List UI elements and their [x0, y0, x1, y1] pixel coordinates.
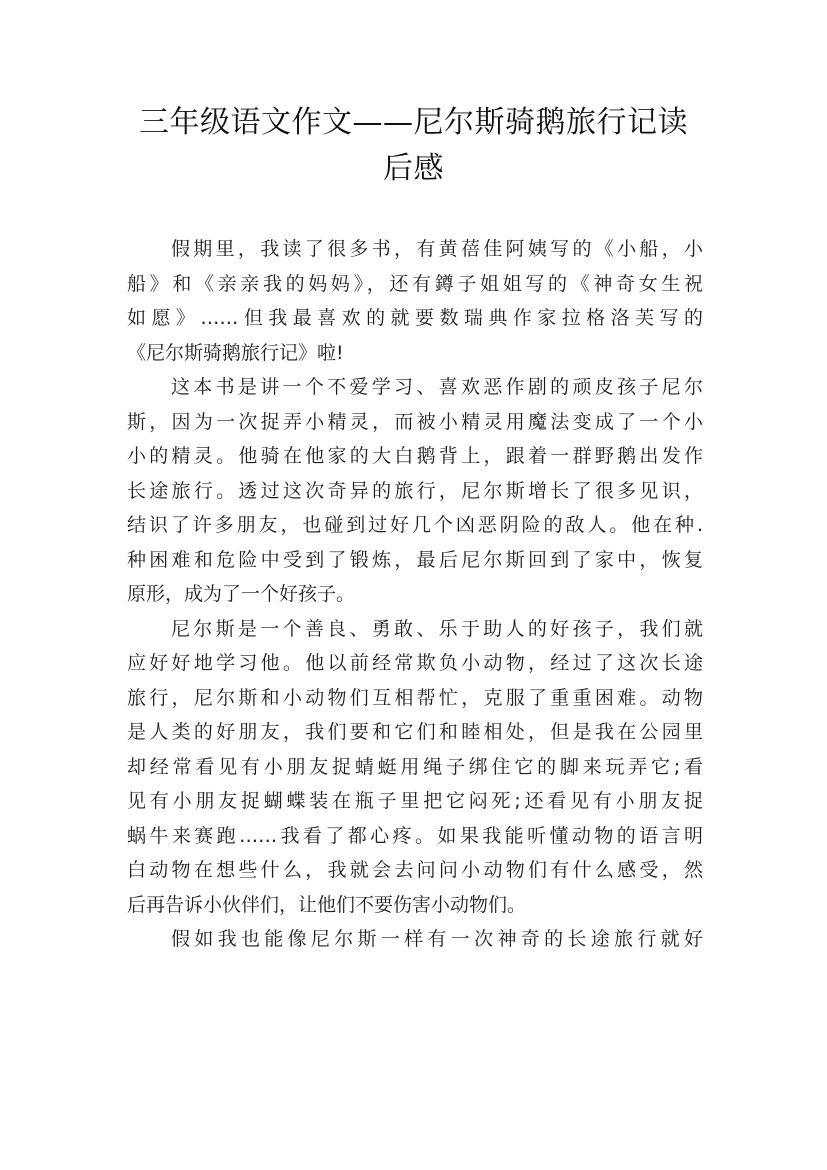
document-body — [127, 232, 703, 957]
body-text-line: 斯，因为一次捉弄小精灵，而被小精灵用魔法变成了一个小 — [127, 410, 703, 433]
body-text-line: 后再告诉小伙伴们，让他们不要伤害小动物们。 — [127, 893, 527, 916]
body-text-line: 白动物在想些什么，我就会去问问小动物们有什么感受，然 — [127, 859, 703, 881]
body-text-line: 这本书是讲一个不爱学习、喜欢恶作剧的顽皮孩子尼尔 — [171, 376, 703, 398]
body-text-line: 《尼尔斯骑鹅旅行记》啦! — [127, 341, 344, 364]
body-text-line: 如愿》……但我最喜欢的就要数瑞典作家拉格洛芙写的 — [127, 307, 703, 329]
body-text-line: 见有小朋友捉蝴蝶装在瓶子里把它闷死;还看见有小朋友捉 — [127, 790, 703, 812]
body-text-line: 蜗牛来赛跑……我看了都心疼。如果我能听懂动物的语言明 — [127, 824, 703, 847]
body-text-line: 假如我也能像尼尔斯一样有一次神奇的长途旅行就好 — [171, 928, 703, 950]
body-text-line: 旅行，尼尔斯和小动物们互相帮忙，克服了重重困难。动物 — [127, 686, 703, 709]
title-line-2: 后感 — [383, 151, 444, 186]
document-title — [100, 100, 727, 192]
body-text-line: 结识了许多朋友，也碰到过好几个凶恶阴险的敌人。他在种. — [127, 514, 703, 536]
body-text-line: 却经常看见有小朋友捉蜻蜓用绳子绑住它的脚来玩弄它;看 — [127, 755, 703, 778]
body-text-line: 应好好地学习他。他以前经常欺负小动物，经过了这次长途 — [127, 652, 703, 674]
body-text-line: 原形，成为了一个好孩子。 — [127, 583, 356, 605]
body-text-line: 假期里，我读了很多书，有黄蓓佳阿姨写的《小船，小 — [171, 238, 703, 260]
body-text-line: 船》和《亲亲我的妈妈》，还有鐏子姐姐写的《神奇女生祝 — [127, 272, 703, 295]
body-text-line: 是人类的好朋友，我们要和它们和睦相处，但是我在公园里 — [127, 721, 703, 743]
body-text-line: 小的精灵。他骑在他家的大白鹅背上，跟着一群野鹅出发作 — [127, 445, 703, 467]
body-text-line: 尼尔斯是一个善良、勇敢、乐于助人的好孩子，我们就 — [171, 617, 703, 640]
body-text-line: 种困难和危险中受到了锻炼，最后尼尔斯回到了家中，恢复 — [127, 548, 703, 571]
title-line-1: 三年级语文作文——尼尔斯骑鹅旅行记读 — [139, 105, 688, 140]
body-text-line: 长途旅行。透过这次奇异的旅行，尼尔斯增长了很多见识， — [127, 479, 703, 502]
